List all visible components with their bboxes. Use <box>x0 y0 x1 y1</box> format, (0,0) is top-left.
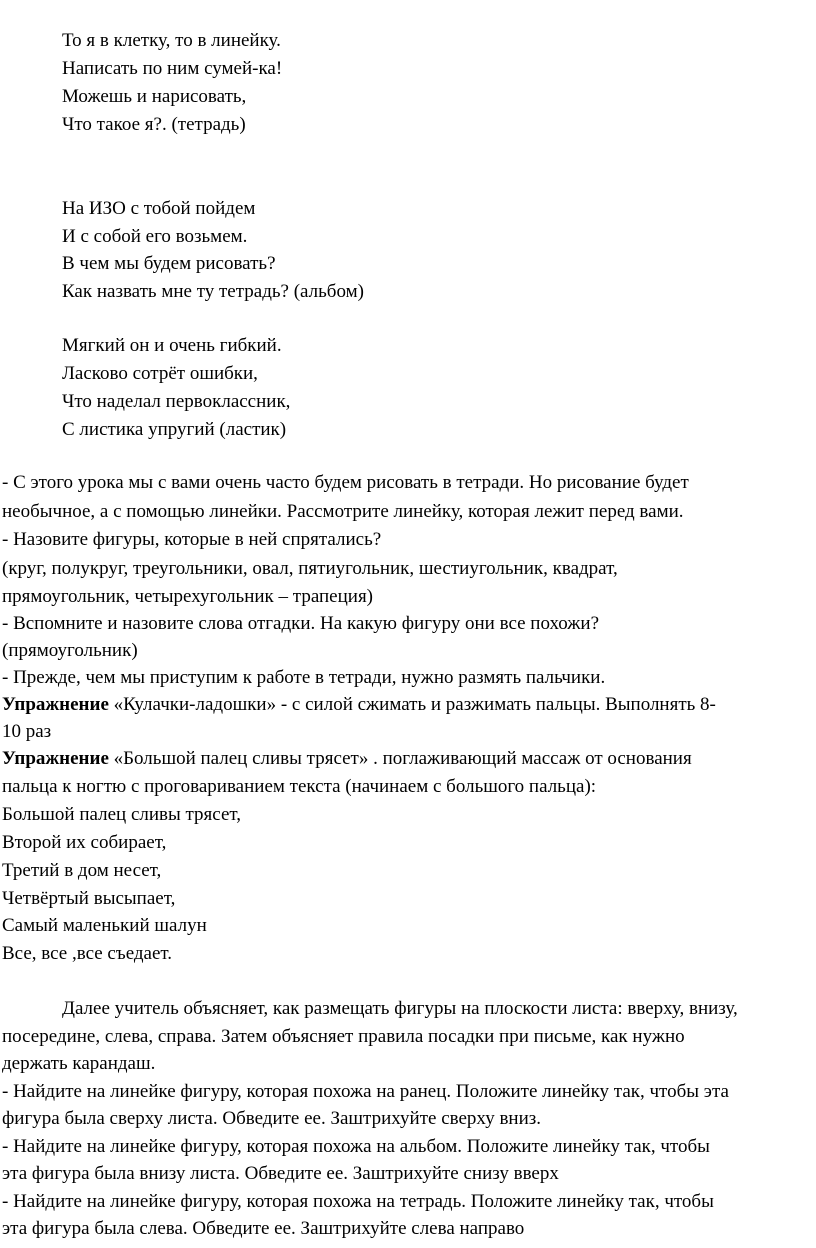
text-line: эта фигура была внизу листа. Обведите ее. Заштрихуйте снизу вверх <box>2 1163 559 1184</box>
rhyme-line: Четвёртый высыпает, <box>2 888 176 909</box>
text-line: - С этого урока мы с вами очень часто будем рисовать в тетради. Но рисование будет <box>2 472 689 493</box>
text-line: 10 раз <box>2 721 52 742</box>
text-line: прямоугольник, четырехугольник – трапеция) <box>2 586 374 607</box>
text-line: Мягкий он и очень гибкий. <box>62 335 282 356</box>
text-line: (круг, полукруг, треугольники, овал, пятиугольник, шестиугольник, квадрат, <box>2 558 618 579</box>
text-line: Как назвать мне ту тетрадь? (альбом) <box>62 281 364 302</box>
rhyme-line: Все, все ,все съедает. <box>2 943 173 964</box>
text-line: посередине, слева, справа. Затем объясняет правила посадки при письме, как нужно <box>2 1026 685 1047</box>
text-line: То я в клетку, то в линейку. <box>62 30 281 51</box>
text-line: фигура была сверху листа. Обведите ее. Заштрихуйте сверху вниз. <box>2 1108 542 1129</box>
text-line: - Назовите фигуры, которые в ней спрятались? <box>2 529 382 550</box>
text-line: На ИЗО с тобой пойдем <box>62 198 256 219</box>
rhyme-line: Большой палец сливы трясет, <box>2 804 242 825</box>
text-line: Что наделал первоклассник, <box>62 391 291 412</box>
text-line: Что такое я?. (тетрадь) <box>62 114 246 135</box>
text-line: - Прежде, чем мы приступим к работе в тетради, нужно размять пальчики. <box>2 667 606 688</box>
exercise-1 <box>2 692 716 718</box>
text-span: «Кулачки-ладошки» - с силой сжимать и разжимать пальцы. Выполнять 8- <box>108 694 716 715</box>
exercise-2 <box>2 746 692 772</box>
text-line: пальца к ногтю с проговариванием текста (начинаем с большого пальца): <box>2 776 597 797</box>
rhyme-line: Второй их собирает, <box>2 832 167 853</box>
text-line: - Найдите на линейке фигуру, которая похожа на альбом. Положите линейку так, чтобы <box>2 1136 710 1157</box>
text-line: Далее учитель объясняет, как размещать фигуры на плоскости листа: вверху, внизу, <box>62 998 738 1019</box>
text-line: необычное, а с помощью линейки. Рассмотрите линейку, которая лежит перед вами. <box>2 501 684 522</box>
text-line: Ласково сотрёт ошибки, <box>62 363 258 384</box>
text-line: - Вспомните и назовите слова отгадки. На какую фигуру они все похожи? <box>2 613 600 634</box>
exercise-label: Упражнение <box>2 694 109 715</box>
rhyme-line: Третий в дом несет, <box>2 860 162 881</box>
text-line: С листика упругий (ластик) <box>62 419 287 440</box>
text-line: Написать по ним сумей-ка! <box>62 58 283 79</box>
text-line: И с собой его возьмем. <box>62 226 248 247</box>
text-line: - Найдите на линейке фигуру, которая похожа на ранец. Положите линейку так, чтобы эта <box>2 1081 729 1102</box>
text-line: - Найдите на линейке фигуру, которая похожа на тетрадь. Положите линейку так, чтобы <box>2 1191 714 1212</box>
rhyme-line: Самый маленький шалун <box>2 915 207 936</box>
text-line: В чем мы будем рисовать? <box>62 253 276 274</box>
text-span: «Большой палец сливы трясет» . поглаживающий массаж от основания <box>108 748 692 769</box>
text-line: Можешь и нарисовать, <box>62 86 247 107</box>
text-line: держать карандаш. <box>2 1053 156 1074</box>
exercise-label: Упражнение <box>2 748 109 769</box>
text-line: (прямоугольник) <box>2 640 138 661</box>
text-line: эта фигура была слева. Обведите ее. Заштрихуйте слева направо <box>2 1218 525 1239</box>
